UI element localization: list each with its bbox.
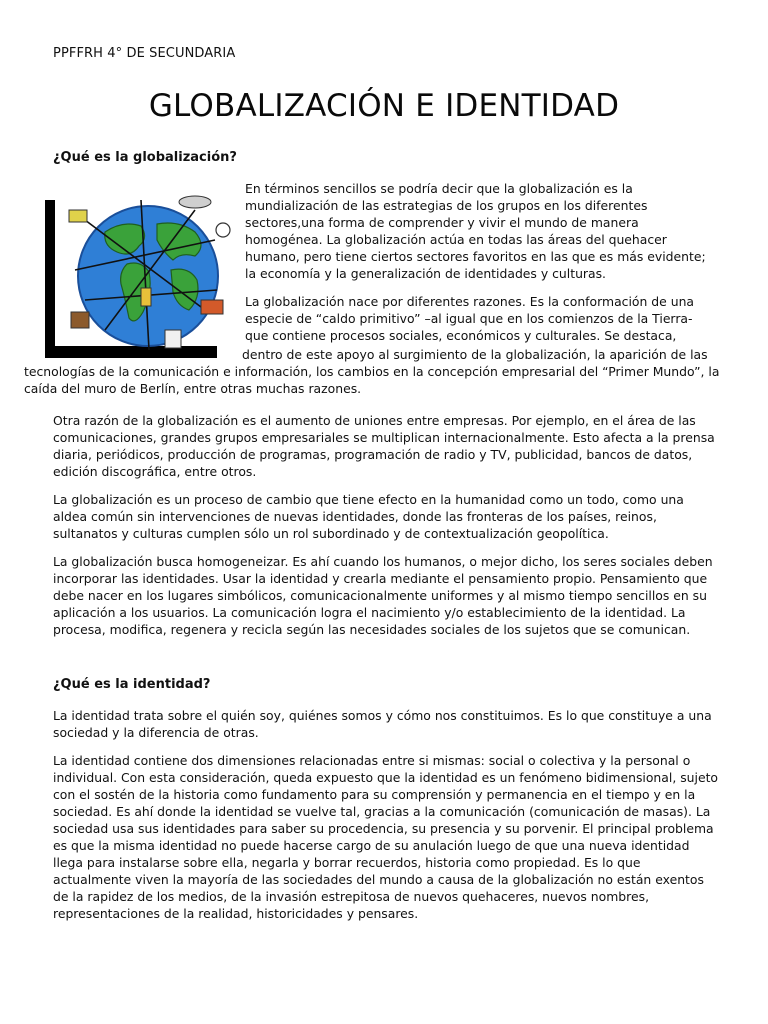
paragraph: La globalización busca homogeneizar. Es ahí cuando los humanos, o mejor dicho, los seres sociales deben incorporar las identidades. Usar la identidad y crearla mediante el pensamiento propio. Pensamiento que debe nacer en los lugares simbólicos, comunicacionalmente uniformes y al mismo tiempo sencillos en su aplicación a los usuarios. La comunicación logra el nacimiento y/o establecimiento de la identidad. La procesa, modifica, regenera y recicla según las necesidades sociales de los sujetos que se comunican. [53, 554, 713, 637]
paragraph: La identidad contiene dos dimensiones relacionadas entre si mismas: social o colectiva y la personal o individual. Con esta consideración, queda expuesto que la identidad es un fenómeno bidimensional, sujeto con el sostén de la historia como fundamento para su comprensión y permanencia en el tiempo y en la sociedad. Es ahí donde la identidad se vuelve tal, gracias a la comunicación (comunicación de masas). La sociedad usa sus identidades para saber su procedencia, su presencia y su porvenir. El principal problema es que la misma identidad no puede hacerse cargo de su anulación luego de que una nueva identidad llega para instalarse sobre ella, negarla y borrar recuerdos, historia como propiedad. Es lo que actualmente viven la mayoría de las sociedades del mundo a causa de la globalización no están exentos de la rapidez de los medios, de la invasión estrepitosa de nuevos quehaceres, nuevos nombres, representaciones de la realidad, historicidades y pensares. [53, 753, 719, 921]
paragraph: La globalización es un proceso de cambio que tiene efecto en la humanidad como un todo, como una aldea común sin intervenciones de nuevas identidades, donde las fronteras de los países, reinos, sultanatos y culturas cumplen sólo un rol subordinado y de contextualización geopolítica. [53, 492, 684, 541]
identity-flow [53, 707, 721, 933]
globe-icon [45, 180, 231, 360]
body-flow [53, 412, 721, 649]
section-heading-globalization: ¿Qué es la globalización? [53, 150, 237, 165]
paragraph: dentro de este apoyo al surgimiento de la globalización, la aparición de las tecnologías de la comunicación e información, los cambios en la concepción empresarial del “Primer Mundo”, la caída del muro de Berlín, entre otras muchas razones. [24, 347, 720, 396]
paragraph: Otra razón de la globalización es el aumento de uniones entre empresas. Por ejemplo, en el área de las comunicaciones, grandes grupos empresariales se multiplican internacionalmente. Esto afecta a la prensa diaria, periódicos, producción de programas, programación de radio y TV, publicidad, bancos de datos, edición discográfica, entre otros. [53, 413, 715, 479]
paragraph: La globalización nace por diferentes razones. Es la conformación de una especie de “caldo primitivo” –al igual que en los comienzos de la Tierra- que contiene procesos sociales, económicos y culturales. Se destaca, [245, 294, 695, 343]
paragraph: La identidad trata sobre el quién soy, quiénes somos y cómo nos constituimos. Es lo que constituye a una sociedad y la diferencia de otras. [53, 708, 712, 740]
globe-illustration [53, 180, 239, 354]
intro-block [53, 180, 719, 354]
section-heading-identity: ¿Qué es la identidad? [53, 677, 211, 692]
paragraph: En términos sencillos se podría decir que la globalización es la mundialización de las estrategias de los grupos en los diferentes sectores,una forma de comprender y vivir el mundo de manera homogénea. La globalización actúa en todas las áreas del quehacer humano, pero tiene ciertos sectores favoritos en las que es más evidente; la economía y la generalización de identidades y culturas. [245, 181, 706, 281]
page-title: GLOBALIZACIÓN E IDENTIDAD [148, 88, 620, 124]
paragraph-continuation-block [24, 346, 724, 397]
document-header: PPFFRH 4° DE SECUNDARIA [53, 46, 236, 61]
